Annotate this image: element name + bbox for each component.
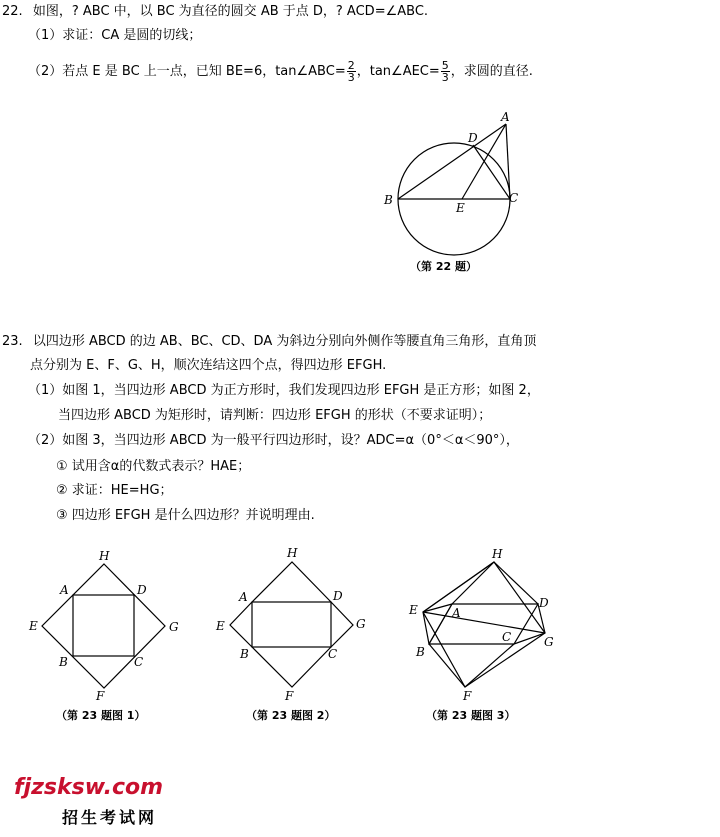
site-logo-text	[14, 775, 163, 800]
q23-figure-3	[423, 562, 545, 687]
site-logo-subtitle: 招生考试网	[62, 808, 158, 827]
q23-fig2-caption: （第 23 题图 2）	[246, 709, 336, 722]
q23-fig2-label-e: E	[216, 619, 225, 633]
q23-figure-2	[230, 562, 353, 687]
q23-fig2-triangle-h	[252, 562, 331, 602]
q23-fig1-label-g: G	[169, 620, 179, 634]
q22-part2-a: （2）若点 E 是 BC 上一点，已知 BE=6，tan∠ABC=	[28, 64, 346, 79]
q23-part2: （2）如图 3，当四边形 ABCD 为一般平行四边形时，设？ADC=α（0°＜α＜90°），	[28, 433, 519, 448]
q22-stem: 如图，? ABC 中，以 BC 为直径的圆交 AB 于点 D，? ACD=∠ABC.	[32, 4, 429, 19]
q23-fig1-label-e: E	[29, 619, 38, 633]
q23-fig3-segment-ah	[452, 562, 494, 604]
q23-fig2-label-f: F	[285, 689, 294, 703]
site-logo-domain: fjzsksw.com	[14, 775, 164, 800]
q23-fig1-caption: （第 23 题图 1）	[56, 709, 146, 722]
q23-part1-line-2: 当四边形 ABCD 为矩形时，请判断：四边形 EFGH 的形状（不要求证明）；	[58, 408, 492, 423]
q22-fraction-1-den: 3	[347, 71, 355, 84]
q23-sub1: ① 试用含α的代数式表示？HAE；	[56, 459, 251, 474]
q23-part1-line-1: （1）如图 1，当四边形 ABCD 为正方形时，我们发现四边形 EFGH 是正方形；如图 2，	[28, 383, 540, 398]
q23-stem-line-2: 点分别为 E、F、G、H，顺次连结这四个点，得四边形 EFGH.	[30, 358, 387, 373]
q23-fig3-label-a: A	[452, 606, 461, 620]
q23-fig3-label-f: F	[463, 689, 472, 703]
site-logo	[14, 775, 164, 827]
q23-fig3-quad-efgh	[423, 562, 545, 687]
q22-label-b: B	[384, 193, 393, 207]
q23-fig2-label-b: B	[240, 647, 249, 661]
q23-fig1-label-f: F	[96, 689, 105, 703]
q22-part2-c: ，求圆的直径.	[450, 64, 533, 79]
q23-fig2-label-h: H	[287, 546, 298, 560]
q23-fig2-label-c: C	[328, 647, 338, 661]
q23-fig2-label-d: D	[333, 589, 343, 603]
q23-fig2-label-g: G	[356, 617, 366, 631]
q23-fig3-label-g: G	[544, 635, 554, 649]
q23-fig1-square-abcd	[73, 595, 134, 656]
q23-fig3-parallelogram-abcd	[429, 604, 538, 644]
q22-part1: （1）求证：CA 是圆的切线；	[28, 28, 202, 43]
q22-label-a: A	[501, 110, 510, 124]
q23-fig2-rect-abcd	[252, 602, 331, 647]
q23-fig3-segment-dh	[494, 562, 538, 604]
q22-caption: （第 22 题）	[410, 260, 477, 273]
q23-fig3-caption: （第 23 题图 3）	[426, 709, 516, 722]
q23-number: 23.	[2, 334, 23, 349]
q23-fig1-label-b: B	[59, 655, 68, 669]
q23-fig1-label-a: A	[60, 583, 69, 597]
q23-fig3-segment-cf	[465, 644, 514, 687]
q22-fraction-1-num: 2	[347, 59, 355, 72]
q23-fig3-label-d: D	[539, 596, 549, 610]
q23-sub2: ② 求证：HE=HG；	[56, 483, 173, 498]
q23-stem-1: 以四边形 ABCD 的边 AB、BC、CD、DA 为斜边分别向外侧作等腰直角三角形，直角顶	[32, 334, 537, 349]
q23-fig2-triangle-f	[252, 647, 331, 687]
q23-sub3: ③ 四边形 EFGH 是什么四边形？并说明理由.	[56, 508, 315, 523]
q23-fig2-label-a: A	[239, 590, 248, 604]
q23-fig1-label-h: H	[99, 549, 110, 563]
q22-number: 22.	[2, 4, 23, 19]
q22-part2-b: ，tan∠AEC=	[356, 64, 440, 79]
q22-label-e: E	[456, 201, 465, 215]
q23-fig2-triangle-e	[230, 602, 252, 647]
q23-fig2-triangle-g	[331, 602, 353, 647]
q23-fig1-label-c: C	[134, 655, 144, 669]
q22-fraction-2-num: 5	[441, 59, 449, 72]
q23-fig3-segment-cg	[514, 633, 545, 644]
q22-fraction-2-den: 3	[441, 71, 449, 84]
q23-fig1-label-d: D	[137, 583, 147, 597]
q22-label-c: C	[509, 191, 519, 205]
q22-label-d: D	[468, 131, 478, 145]
q23-fig3-segment-bf	[429, 644, 465, 687]
q23-fig3-label-b: B	[416, 645, 425, 659]
q23-fig3-label-e: E	[409, 603, 418, 617]
q23-fig3-label-c: C	[502, 630, 512, 644]
q23-fig3-label-h: H	[492, 547, 503, 561]
